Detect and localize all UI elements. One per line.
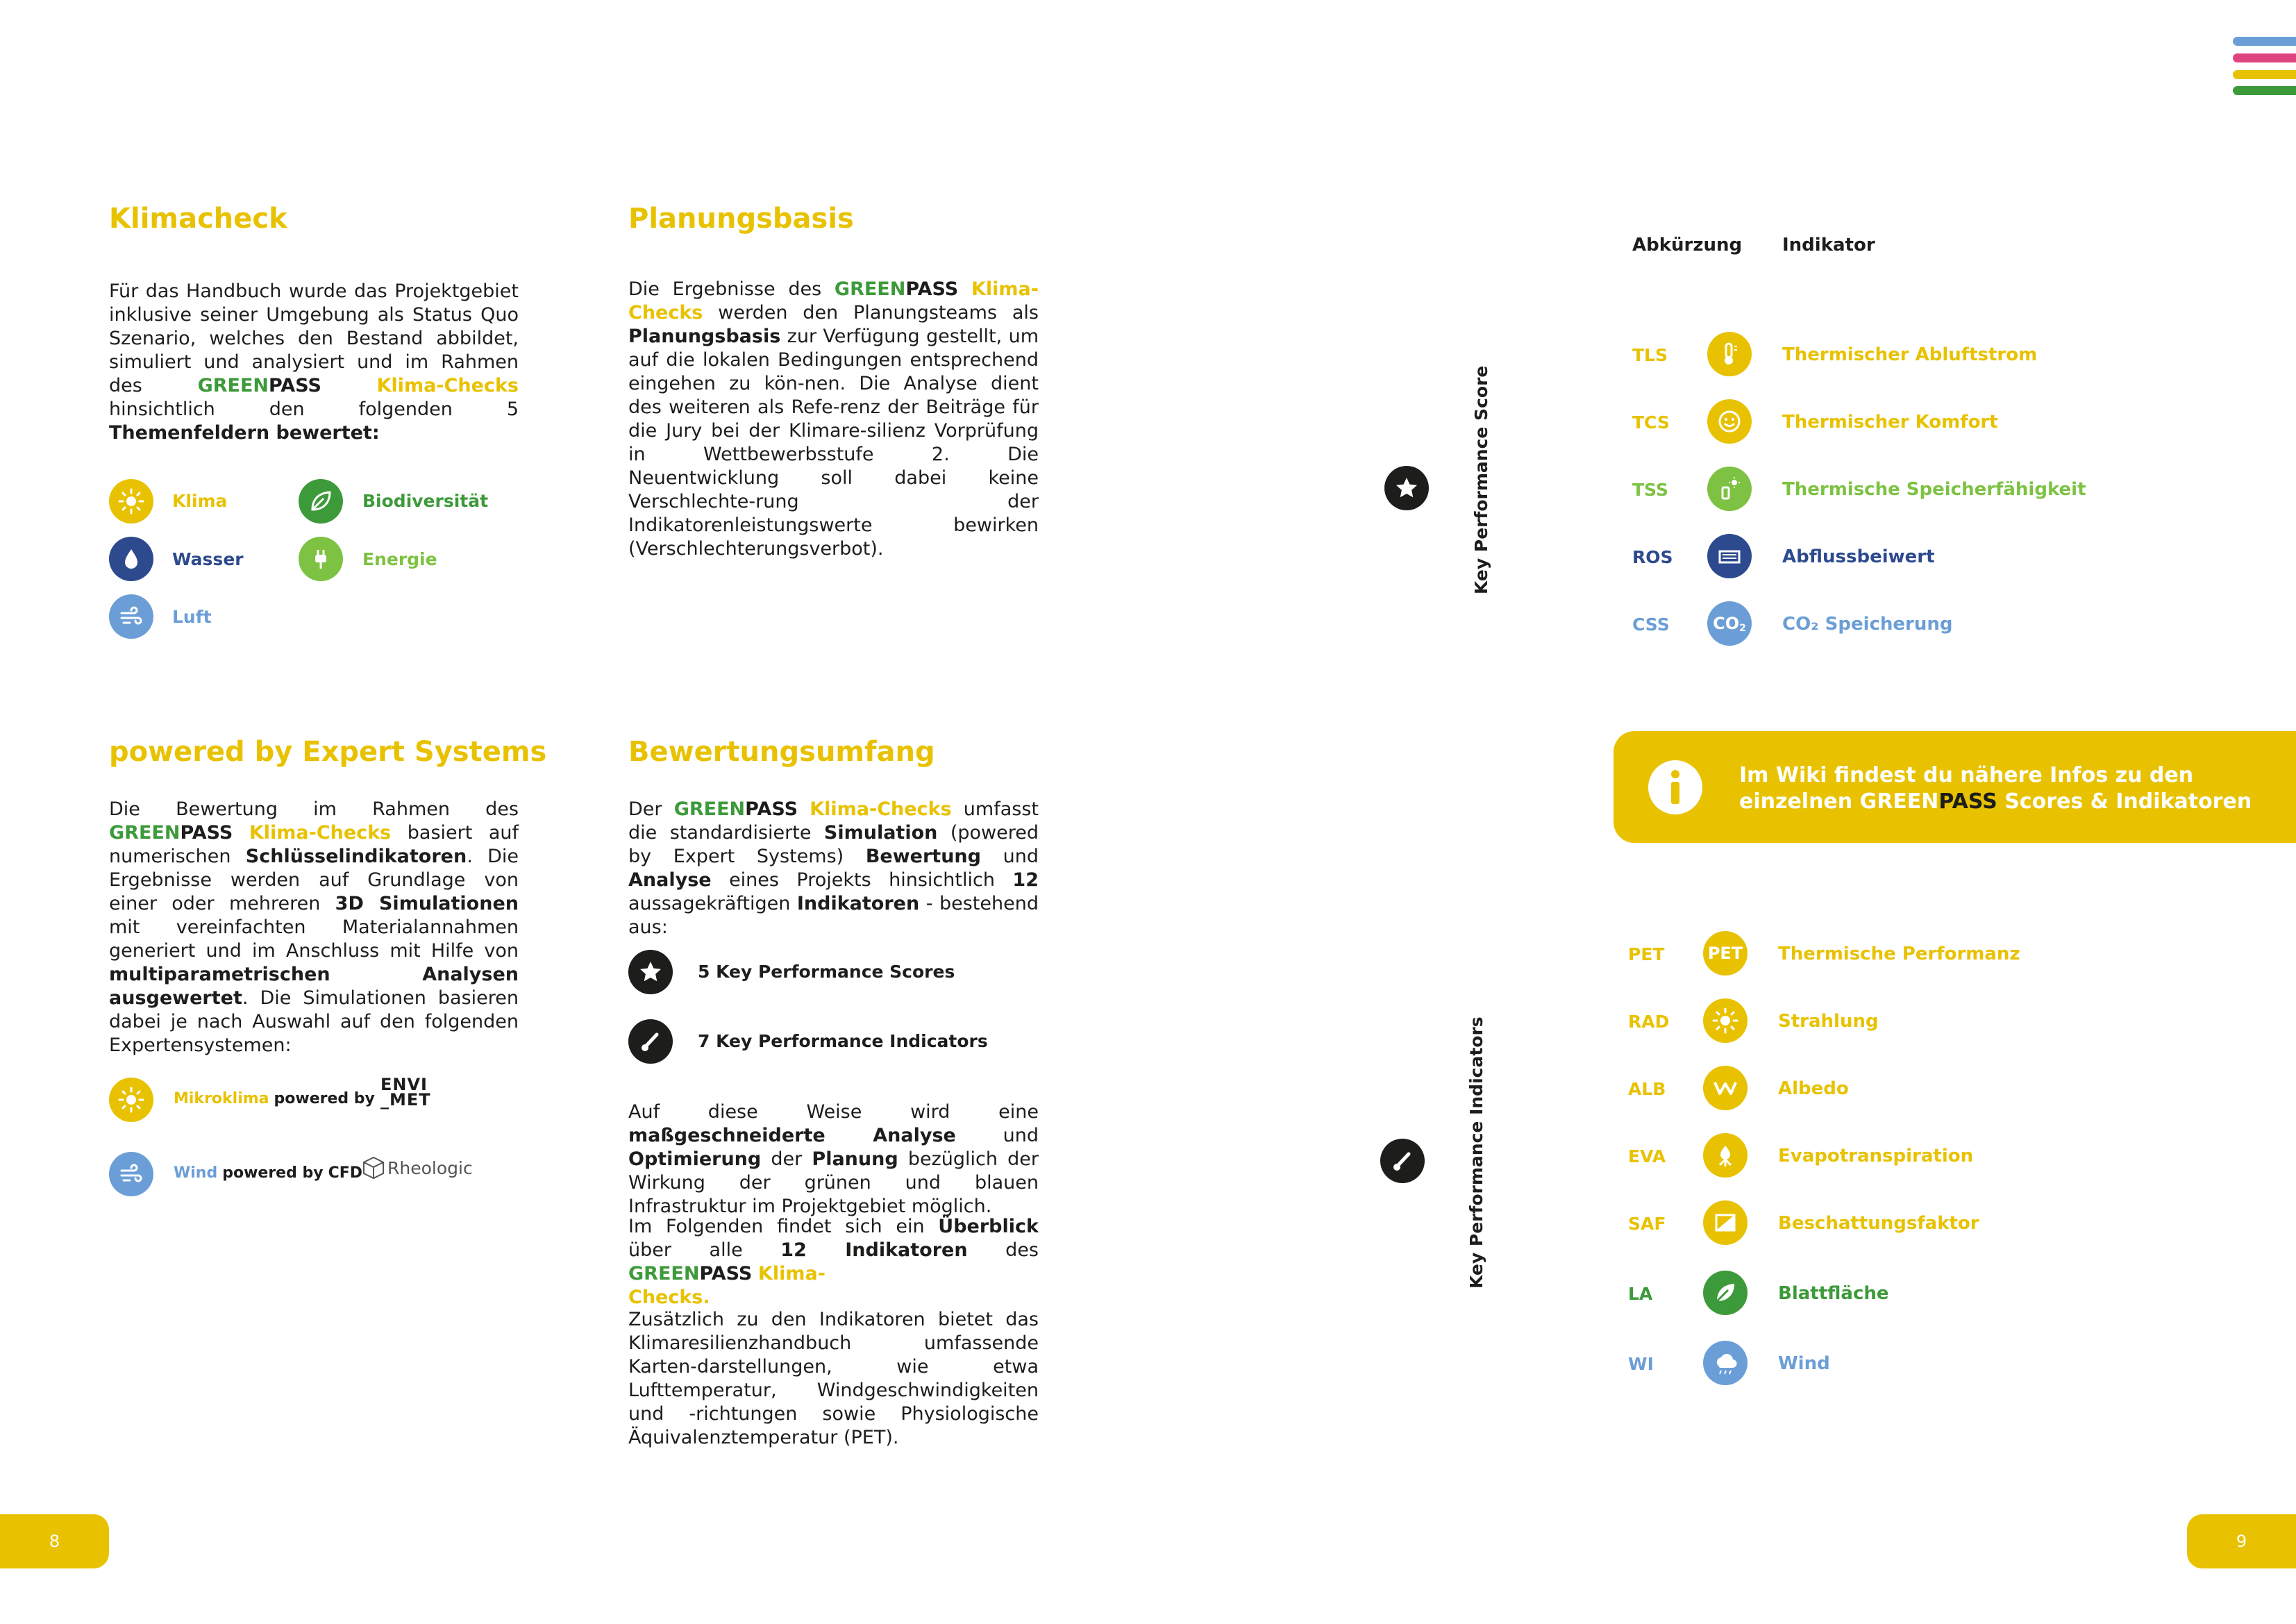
score-name: Thermischer Abluftstrom bbox=[1782, 344, 2038, 365]
system-powered: powered by bbox=[274, 1090, 375, 1107]
item-kps: 5 Key Performance Scores bbox=[698, 962, 955, 982]
item-kpi: 7 Key Performance Indicators bbox=[698, 1031, 988, 1051]
umfang-text-3: Im Folgenden findet sich ein Überblick über alle 12 Indikatoren des GREENPASS Klima- Checks. bbox=[628, 1216, 1039, 1308]
indicator-name: Strahlung bbox=[1778, 1011, 1879, 1032]
cube-icon bbox=[362, 1156, 385, 1180]
page-number-right: 9 bbox=[2187, 1514, 2296, 1568]
sun-icon bbox=[109, 479, 153, 524]
indicator-name: Beschattungsfaktor bbox=[1778, 1213, 1979, 1234]
expert-title: powered by Expert Systems bbox=[109, 736, 547, 768]
score-abbr: ROS bbox=[1632, 547, 1673, 567]
klimacheck-title: Klimacheck bbox=[109, 203, 287, 235]
wind-icon bbox=[1703, 1341, 1748, 1385]
system-cfd: CFD bbox=[328, 1164, 363, 1182]
score-abbr: TCS bbox=[1632, 412, 1670, 433]
page-number-left: 8 bbox=[0, 1514, 109, 1568]
stripe-green bbox=[2233, 86, 2296, 95]
radiation-icon bbox=[1703, 998, 1748, 1043]
storage-icon bbox=[1707, 467, 1752, 511]
indicator-name: Evapotranspiration bbox=[1778, 1146, 1974, 1166]
indicator-abbr: SAF bbox=[1628, 1214, 1666, 1234]
system-powered: powered by bbox=[222, 1164, 324, 1182]
wiki-callout[interactable] bbox=[1614, 731, 2296, 843]
indicator-name: Blattfläche bbox=[1778, 1283, 1889, 1304]
thermometer-icon bbox=[1707, 332, 1752, 376]
system-name: Wind bbox=[174, 1164, 218, 1182]
thermometer-probe-icon bbox=[1380, 1139, 1425, 1183]
pet-icon: PET bbox=[1703, 931, 1748, 976]
indicator-abbr: EVA bbox=[1628, 1146, 1666, 1166]
score-name: Abflussbeiwert bbox=[1782, 546, 1935, 567]
umfang-text: Der GREENPASS Klima-Checks umfasst die standardisierte Simulation (powered by Expert Systems) Bewertung und Analyse eines Projekts hinsichtlich 12 aussagekräftigen Indikatoren - bestehend aus: bbox=[628, 798, 1039, 938]
field-energie: Energie bbox=[362, 549, 437, 569]
indicator-abbr: RAD bbox=[1628, 1012, 1670, 1032]
wind-icon bbox=[109, 594, 153, 639]
indicator-abbr: ALB bbox=[1628, 1079, 1666, 1099]
star-icon bbox=[1384, 466, 1429, 510]
shade-icon bbox=[1703, 1200, 1748, 1245]
indicator-abbr: PET bbox=[1628, 944, 1665, 964]
column-header-abbr: Abkürzung bbox=[1632, 235, 1743, 256]
umfang-text-2: Auf diese Weise wird eine maßgeschneiderte Analyse und Optimierung der Planung bezüglich der Wirkung der grünen und blauen Infrastruktur im Projektgebiet möglich. bbox=[628, 1101, 1039, 1217]
rheologic-logo: Rheologic bbox=[362, 1156, 473, 1180]
runoff-icon bbox=[1707, 534, 1752, 578]
indicator-name: Thermische Performanz bbox=[1778, 944, 2020, 964]
score-name: CO₂ Speicherung bbox=[1782, 614, 1953, 635]
thermometer-probe-icon bbox=[628, 1019, 673, 1064]
field-luft: Luft bbox=[172, 607, 212, 627]
envi-met-logo: ENVI _MET bbox=[380, 1075, 431, 1110]
indicator-name: Wind bbox=[1778, 1353, 1830, 1374]
info-icon bbox=[1648, 760, 1702, 814]
score-abbr: TLS bbox=[1632, 345, 1668, 365]
score-name: Thermische Speicherfähigkeit bbox=[1782, 479, 2086, 500]
score-abbr: CSS bbox=[1632, 614, 1670, 635]
kpi-section-label: Key Performance Indicators bbox=[1466, 1016, 1486, 1289]
stripe-pink bbox=[2233, 53, 2296, 62]
umfang-title: Bewertungsumfang bbox=[628, 736, 935, 768]
system-wind bbox=[174, 1164, 362, 1182]
field-biodiversitaet: Biodiversität bbox=[362, 491, 489, 511]
plug-icon bbox=[299, 537, 343, 581]
planungsbasis-text: Die Ergebnisse des GREENPASS Klima-Checks werden den Planungsteams als Planungsbasis zur Verfügung gestellt, um auf die lokalen Bedingungen entsprechend eingehen zu kön-nen. Die Analyse dient des weiteren als Refe-renz der Beiträge für die Jury bei der Klimare-silienz Vorprüfung in Wettbewerbsstufe 2. Die Neuentwicklung soll dabei keine Verschlechte-rung der Indikatorenleistungswerte bewirken (Verschlechterungsverbot). bbox=[628, 278, 1039, 560]
wind-icon bbox=[109, 1152, 153, 1196]
wiki-text: Im Wiki findest du nähere Infos zu den einzelnen GREENPASS Scores & Indikatoren bbox=[1739, 763, 2252, 814]
star-icon bbox=[628, 950, 673, 994]
albedo-icon bbox=[1703, 1066, 1748, 1110]
sun-icon bbox=[109, 1078, 153, 1122]
leaf-icon bbox=[299, 479, 343, 524]
smiley-icon bbox=[1707, 399, 1752, 444]
score-name: Thermischer Komfort bbox=[1782, 412, 1998, 433]
umfang-text-4: Zusätzlich zu den Indikatoren bietet das Klimaresilienzhandbuch umfassende Karten-darstellungen, wie etwa Lufttemperatur, Windgeschwindigkeiten und -richtungen sowie Physiologische Äquivalenztemperatur (PET). bbox=[628, 1309, 1039, 1448]
field-klima: Klima bbox=[172, 491, 228, 511]
kps-section-label: Key Performance Score bbox=[1471, 365, 1491, 594]
co2-icon: CO 2 bbox=[1707, 601, 1752, 646]
stripe-blue bbox=[2233, 37, 2296, 46]
klimacheck-text: Für das Handbuch wurde das Projektgebiet inklusive seiner Umgebung als Status Quo Szenario, welches den Bestand abbildet, simuliert und analysiert und im Rahmen des GREENPASS Klima-Checks hinsichtlich den folgenden 5 Themenfeldern bewertet: bbox=[109, 281, 519, 444]
indicator-abbr: LA bbox=[1628, 1284, 1653, 1304]
leaf-icon bbox=[1703, 1271, 1748, 1315]
score-abbr: TSS bbox=[1632, 480, 1668, 500]
column-header-indicator: Indikator bbox=[1782, 235, 1875, 256]
expert-text: Die Bewertung im Rahmen des GREENPASS Klima-Checks basiert auf numerischen Schlüsselindikatoren. Die Ergebnisse werden auf Grundlage von einer oder mehreren 3D Simulationen mit vereinfachten Materialannahmen generiert und im Anschluss mit Hilfe von multiparametrischen Analysen ausgewertet. Die Simulationen basieren dabei je nach Auswahl auf den folgenden Expertensystemen: bbox=[109, 798, 519, 1056]
indicator-name: Albedo bbox=[1778, 1078, 1849, 1099]
system-name: Mikroklima bbox=[174, 1090, 269, 1107]
field-wasser: Wasser bbox=[172, 549, 244, 569]
stripe-yellow bbox=[2233, 70, 2296, 79]
evapotranspiration-icon bbox=[1703, 1133, 1748, 1178]
indicator-abbr: WI bbox=[1628, 1354, 1654, 1374]
system-mikroklima bbox=[174, 1090, 375, 1107]
water-drop-icon bbox=[109, 537, 153, 581]
planungsbasis-title: Planungsbasis bbox=[628, 203, 854, 235]
